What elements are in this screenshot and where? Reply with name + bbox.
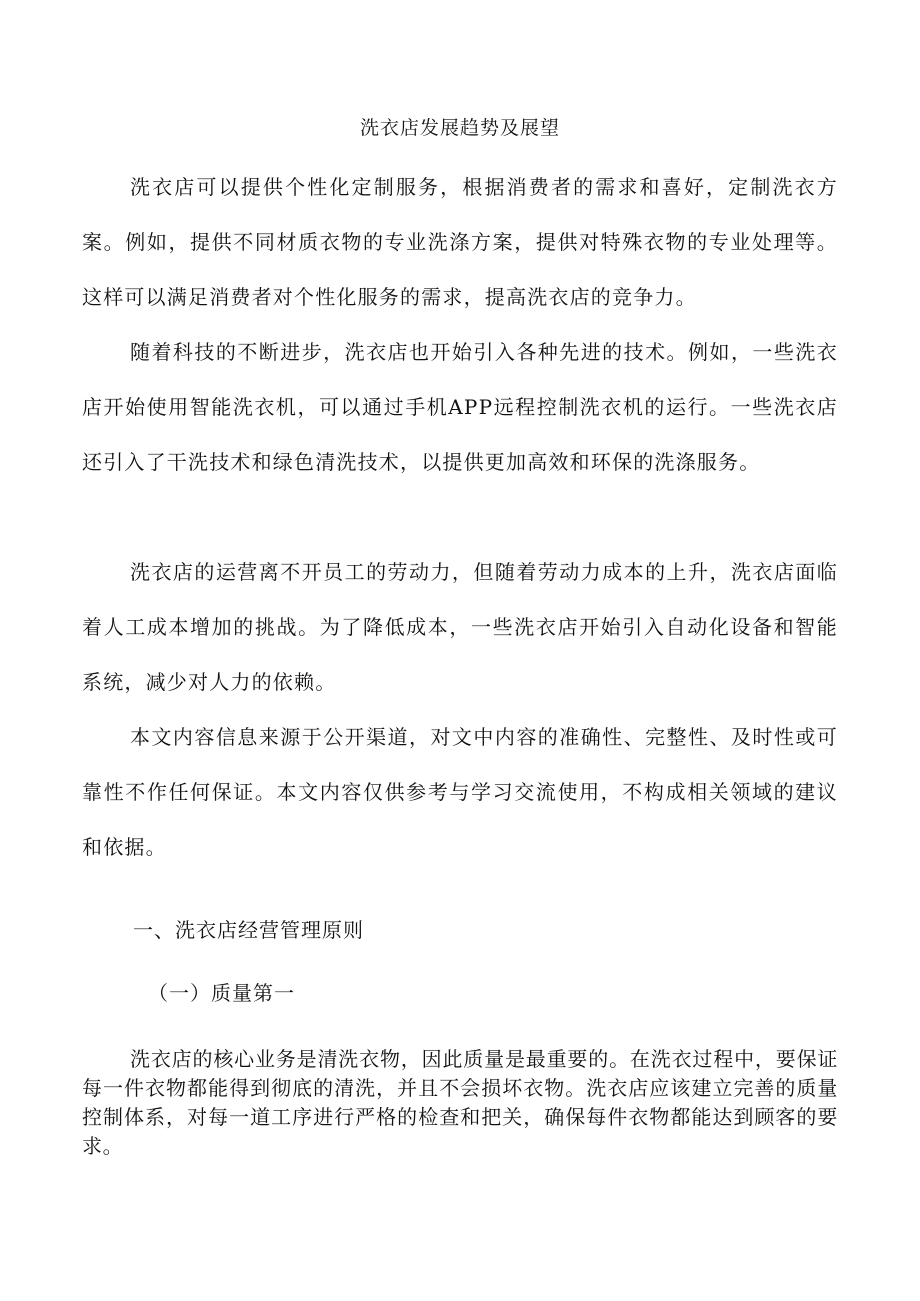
subsection-heading: （一）质量第一	[148, 981, 295, 1005]
paragraph-disclaimer: 本文内容信息来源于公开渠道，对文中内容的准确性、完整性、及时性或可靠性不作任何保证。本文内容仅供参考与学习交流使用，不构成相关领域的建议和依据。	[82, 725, 838, 859]
paragraph-quality-first: 洗衣店的核心业务是清洗衣物，因此质量是最重要的。在洗衣过程中，要保证每一件衣物都能得到彻底的清洗，并且不会损坏衣物。洗衣店应该建立完善的质量控制体系，对每一道工序进行严格的检查和把关，确保每件衣物都能达到顾客的要求。	[82, 1047, 838, 1158]
document-title: 洗衣店发展趋势及展望	[359, 117, 560, 139]
paragraph-labor-cost: 洗衣店的运营离不开员工的劳动力，但随着劳动力成本的上升，洗衣店面临着人工成本增加的挑战。为了降低成本，一些洗衣店开始引入自动化设备和智能系统，减少对人力的依赖。	[82, 560, 838, 694]
paragraph-technology: 随着科技的不断进步，洗衣店也开始引入各种先进的技术。例如，一些洗衣店开始使用智能洗衣机，可以通过手机APP远程控制洗衣机的运行。一些洗衣店还引入了干洗技术和绿色清洗技术，以提供更加高效和环保的洗涤服务。	[82, 340, 838, 474]
section-heading: 一、洗衣店经营管理原则	[133, 918, 364, 942]
paragraph-customization: 洗衣店可以提供个性化定制服务，根据消费者的需求和喜好，定制洗衣方案。例如，提供不同材质衣物的专业洗涤方案，提供对特殊衣物的专业处理等。这样可以满足消费者对个性化服务的需求，提高洗衣店的竞争力。	[82, 175, 838, 309]
